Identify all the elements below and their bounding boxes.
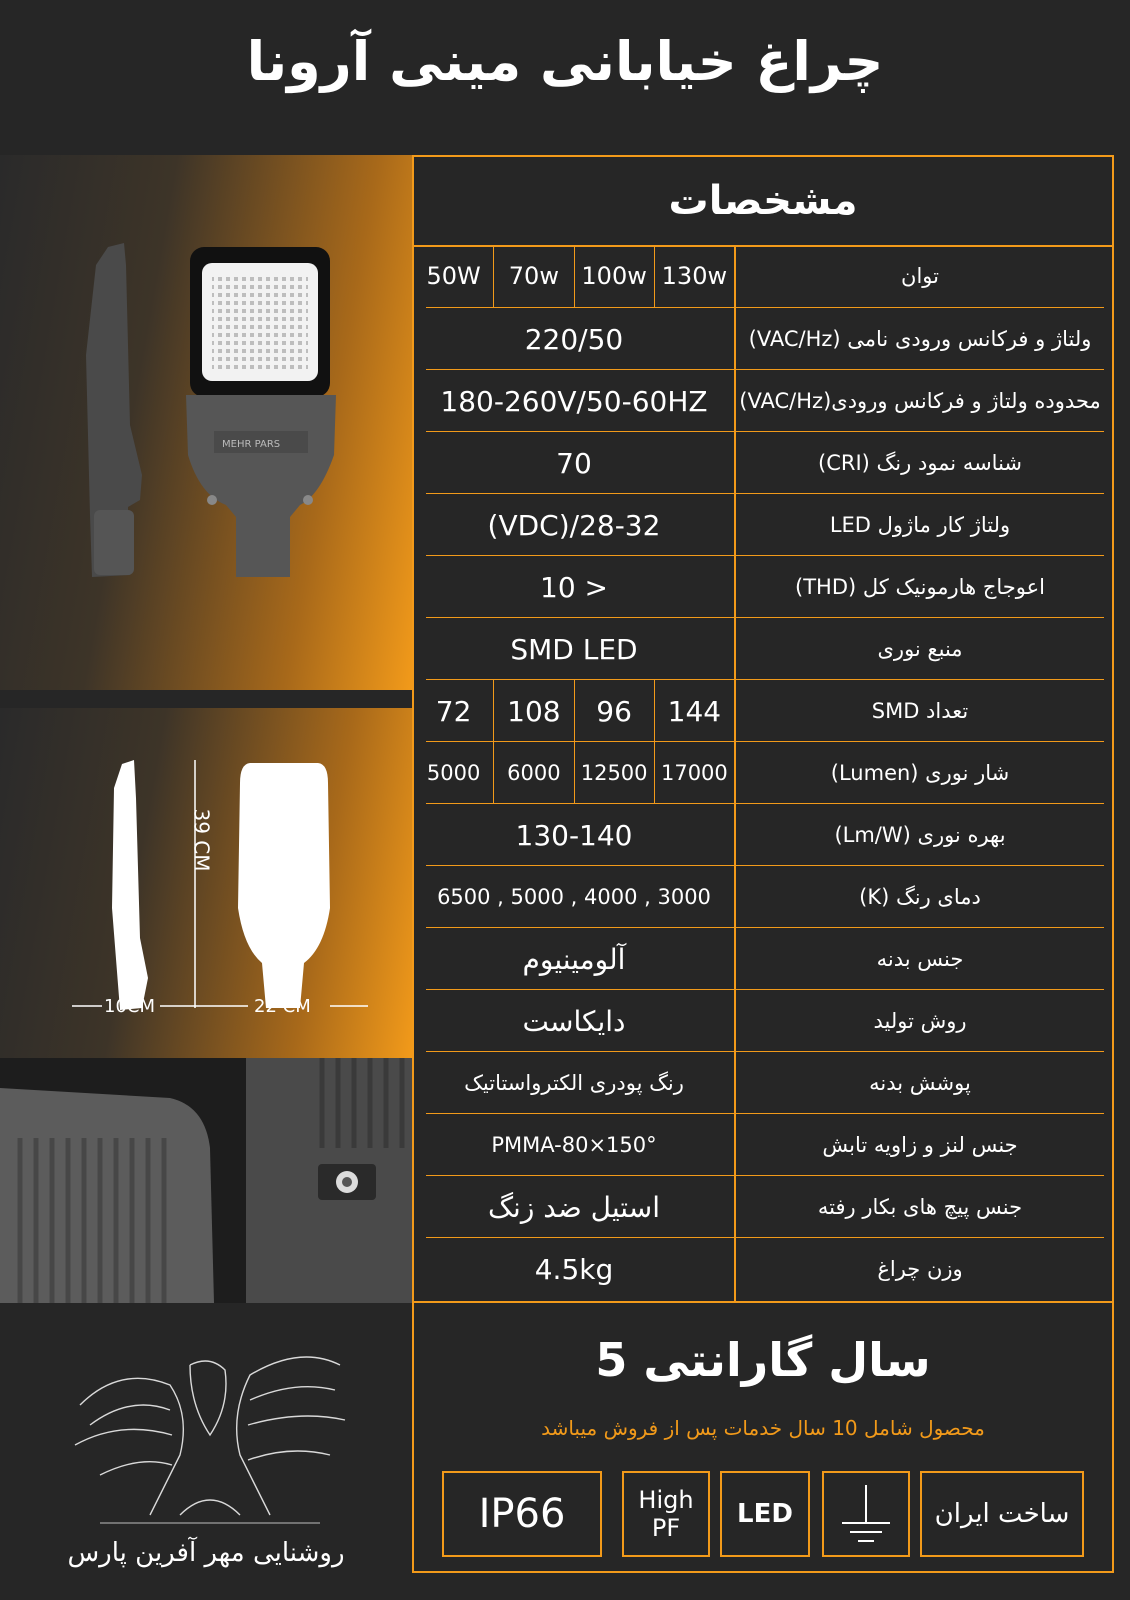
warranty-title: 5 سال گارانتی	[595, 1333, 931, 1387]
spec-value-cell: 5000	[426, 761, 481, 785]
front-silhouette	[238, 763, 330, 1008]
spec-label: شناسه نمود رنگ (CRI)	[817, 451, 1023, 475]
spec-value: 6500 , 5000 , 4000 , 3000	[437, 885, 711, 909]
spec-table	[412, 155, 1114, 1303]
ground-icon	[822, 1471, 910, 1557]
brand-label: MEHR PARS	[222, 439, 281, 450]
spec-row	[426, 803, 1104, 866]
spec-value: 130-140	[515, 818, 633, 852]
spec-value-cell: 130w	[654, 245, 734, 307]
spec-value-cell: 12500	[574, 742, 654, 804]
spec-row	[426, 245, 1104, 307]
spec-row	[426, 431, 1104, 494]
dimensions-panel	[0, 708, 412, 1058]
spec-value-cell: 50W	[426, 262, 481, 290]
pf-line1: High	[638, 1486, 694, 1514]
spec-heading: مشخصات	[414, 157, 1112, 247]
spec-row	[426, 927, 1104, 990]
spec-value-cell: 108	[493, 680, 573, 742]
warranty-subtitle: محصول شامل 10 سال خدمات پس از فروش میباشد	[541, 1416, 985, 1440]
spec-label: جنس پیچ های بکار رفته	[817, 1195, 1023, 1219]
spec-label: جنس لنز و زاویه تابش	[822, 1133, 1018, 1157]
spec-value: 4.5kg	[534, 1252, 614, 1286]
product-photo	[0, 155, 412, 690]
spec-label: منبع نوری	[877, 637, 963, 661]
spec-label: پوشش بدنه	[869, 1071, 971, 1095]
height-dimension: 39 CM	[189, 808, 214, 872]
spec-value-cell: 72	[435, 694, 472, 728]
spec-value-cell: 70w	[493, 245, 573, 307]
spec-row	[426, 617, 1104, 680]
spec-row	[426, 865, 1104, 928]
spec-row	[426, 989, 1104, 1052]
spec-value: PMMA-80×150°	[491, 1133, 657, 1157]
page-title: چراغ خیابانی مینی آرونا	[246, 30, 884, 93]
spec-row	[426, 679, 1104, 742]
spec-value: 10 >	[540, 570, 608, 604]
spec-value-cell: 17000	[654, 742, 734, 804]
pf-line2: PF	[651, 1514, 681, 1542]
spec-label: وزن چراغ	[877, 1257, 963, 1281]
spec-row	[426, 1051, 1104, 1114]
spec-label: ولتاژ کار ماژول LED	[829, 513, 1011, 537]
spec-label: روش تولید	[873, 1009, 967, 1033]
spec-label: بهره نوری (Lm/W)	[834, 823, 1006, 847]
side-width-dimension: 10CM	[104, 996, 156, 1017]
product-photo-panel	[0, 155, 412, 690]
spec-value: 70	[556, 446, 592, 480]
spec-value: آلومینیوم	[522, 942, 626, 976]
spec-label: توان	[901, 264, 939, 288]
spec-value-cell: 100w	[574, 245, 654, 307]
spec-value-cells	[414, 245, 734, 307]
spec-row	[426, 741, 1104, 804]
spec-value: رنگ پودری الکترواستاتیک	[464, 1071, 684, 1095]
spec-value: (VDC)/28-32	[487, 508, 661, 542]
ip-rating-badge: IP66	[442, 1471, 602, 1557]
dimensions-diagram	[0, 708, 412, 1058]
led-badge: LED	[720, 1471, 810, 1557]
side-silhouette	[112, 760, 148, 1010]
spec-row	[426, 493, 1104, 556]
detail-photo-panel	[0, 1058, 412, 1303]
made-in-iran-badge: ساخت ایران	[920, 1471, 1084, 1557]
spec-row	[426, 1175, 1104, 1238]
spec-value: 220/50	[524, 322, 624, 356]
front-width-dimension: 22 CM	[254, 996, 311, 1017]
spec-label: دمای رنگ (K)	[859, 885, 981, 909]
spec-row	[426, 1237, 1104, 1300]
spec-value: SMD LED	[510, 632, 638, 666]
warranty-box	[412, 1303, 1114, 1573]
spec-label: شار نوری (Lumen)	[830, 761, 1010, 785]
spec-label: محدوده ولتاژ و فرکانس ورودی(VAC/Hz)	[739, 389, 1101, 413]
spec-value-cell: 6000	[493, 742, 573, 804]
spec-value: دایکاست	[522, 1004, 626, 1038]
spec-value: 180-260V/50-60HZ	[440, 384, 708, 418]
spec-value-cells	[414, 742, 734, 804]
spec-value-cell: 144	[654, 680, 734, 742]
spec-row	[426, 1113, 1104, 1176]
phoenix-logo	[60, 1345, 360, 1535]
spec-label: اعوجاج هارمونیک کل (THD)	[795, 575, 1045, 599]
spec-row	[426, 369, 1104, 432]
spec-value-cells	[414, 680, 734, 742]
spec-value-cell: 96	[574, 680, 654, 742]
company-name: روشنایی مهر آفرین پارس	[67, 1538, 345, 1568]
high-pf-badge	[622, 1471, 710, 1557]
spec-label: جنس بدنه	[876, 947, 964, 971]
spec-label: تعداد SMD	[871, 699, 969, 723]
spec-value: استیل ضد زنگ	[488, 1190, 660, 1224]
spec-row	[426, 307, 1104, 370]
spec-label: ولتاژ و فرکانس ورودی نامی (VAC/Hz)	[748, 327, 1092, 351]
detail-photo	[0, 1058, 412, 1303]
spec-row	[426, 555, 1104, 618]
